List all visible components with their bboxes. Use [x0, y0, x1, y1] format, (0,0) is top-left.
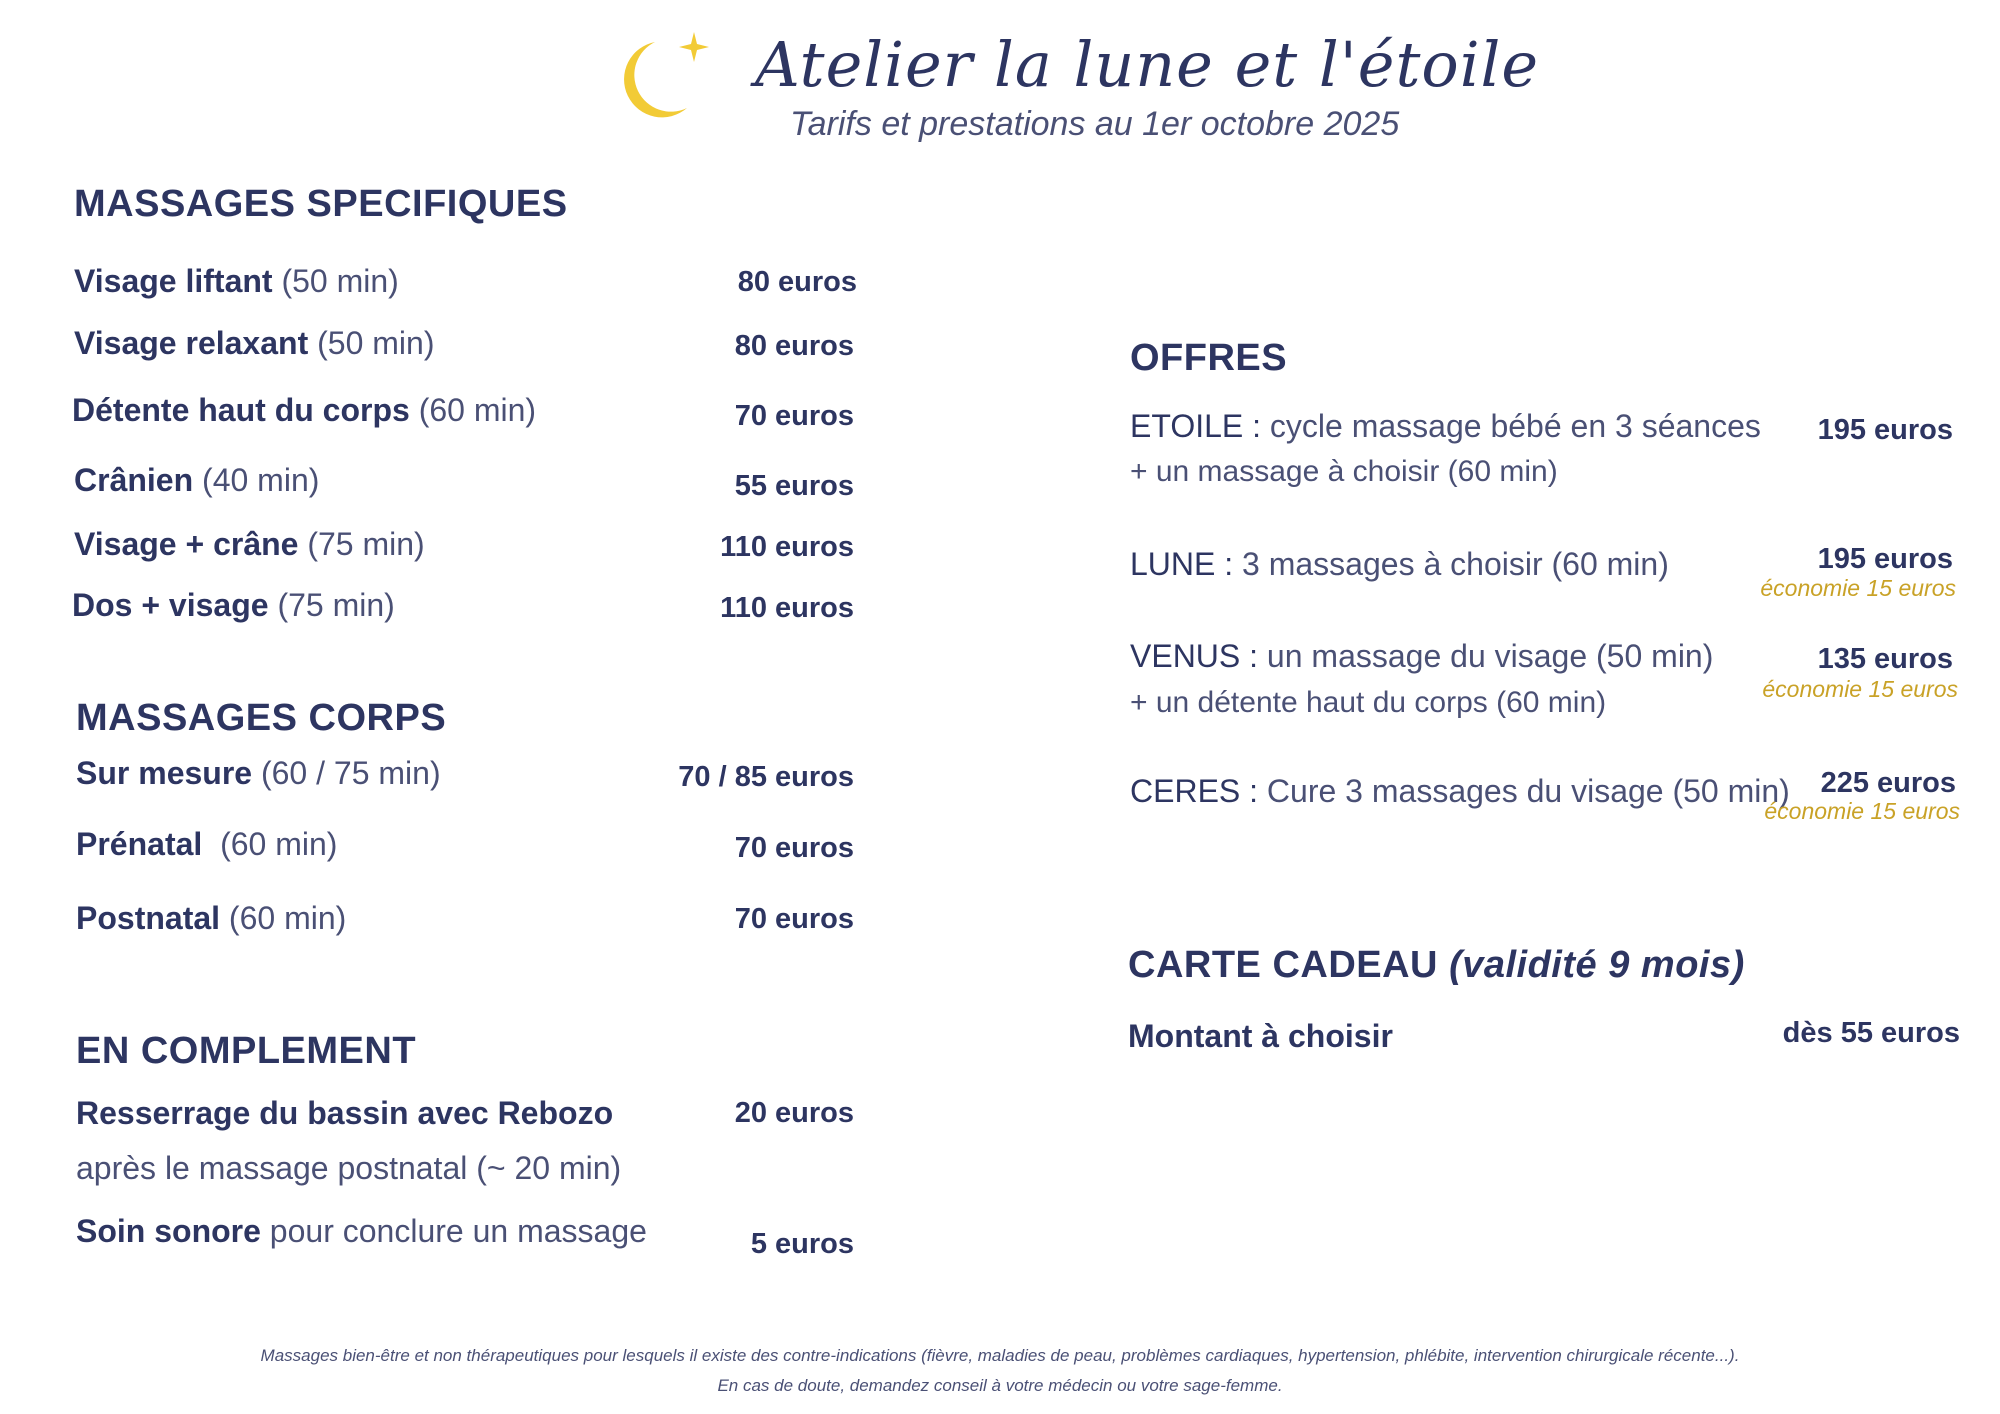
- item-price: 110 euros: [720, 531, 854, 563]
- item-price: 20 euros: [734, 1097, 854, 1129]
- section-title-massages-specifiques: MASSAGES SPECIFIQUES: [74, 183, 568, 225]
- offer-item: VENUS : un massage du visage (50 min): [1130, 638, 1714, 674]
- item-price: 80 euros: [734, 330, 854, 362]
- item-description: après le massage postnatal (~ 20 min): [76, 1150, 622, 1186]
- offer-price: 195 euros: [1817, 543, 1953, 575]
- list-item: Sur mesure (60 / 75 min): [76, 755, 441, 791]
- list-item: Visage liftant (50 min): [74, 263, 399, 299]
- footer-advice: En cas de doute, demandez conseil à votre médecin ou votre sage-femme.: [717, 1376, 1283, 1395]
- offer-description: + un détente haut du corps (60 min): [1130, 686, 1607, 719]
- list-item: Soin sonore pour conclure un massage: [76, 1213, 647, 1249]
- list-item: Visage relaxant (50 min): [74, 325, 435, 361]
- item-price: 70 euros: [734, 832, 854, 864]
- gift-card-price: dès 55 euros: [1782, 1017, 1960, 1049]
- section-title-en-complement: EN COMPLEMENT: [76, 1030, 417, 1072]
- section-title-massages-corps: MASSAGES CORPS: [76, 697, 447, 739]
- list-item: Détente haut du corps (60 min): [72, 392, 537, 428]
- offer-item: ETOILE : cycle massage bébé en 3 séances: [1130, 408, 1761, 444]
- list-item: Resserrage du bassin avec Rebozo: [76, 1095, 614, 1131]
- offer-item: LUNE : 3 massages à choisir (60 min): [1130, 546, 1669, 582]
- offer-description: + un massage à choisir (60 min): [1130, 455, 1558, 488]
- item-price: 70 / 85 euros: [678, 761, 854, 793]
- list-item: Crânien (40 min): [74, 462, 320, 498]
- saving-note: économie 15 euros: [1762, 676, 1958, 702]
- item-price: 5 euros: [750, 1228, 854, 1260]
- saving-note: économie 15 euros: [1760, 575, 1956, 601]
- item-price: 80 euros: [737, 266, 857, 298]
- section-title-offres: OFFRES: [1130, 337, 1288, 379]
- offer-item: CERES : Cure 3 massages du visage (50 min): [1130, 773, 1790, 809]
- list-item: Prénatal (60 min): [76, 826, 338, 862]
- page-title: Atelier la lune et l'étoile: [755, 28, 1540, 101]
- list-item: Dos + visage (75 min): [72, 587, 395, 623]
- item-price: 55 euros: [734, 470, 854, 502]
- moon-star-logo: [605, 30, 715, 130]
- offer-price: 225 euros: [1820, 767, 1956, 799]
- gift-card-amount-label: Montant à choisir: [1128, 1018, 1393, 1054]
- offer-price: 195 euros: [1817, 414, 1953, 446]
- offer-price: 135 euros: [1817, 643, 1953, 675]
- page-subtitle: Tarifs et prestations au 1er octobre 2025: [790, 105, 1400, 143]
- item-price: 70 euros: [734, 903, 854, 935]
- saving-note: économie 15 euros: [1764, 798, 1960, 824]
- footer-disclaimer: Massages bien-être et non thérapeutiques pour lesquels il existe des contre-indications (fièvre, maladies de peau, problèmes cardiaques, hypertension, phlébite, intervention chirurgicale récente...).: [260, 1346, 1740, 1365]
- list-item: Postnatal (60 min): [76, 900, 347, 936]
- item-price: 70 euros: [734, 400, 854, 432]
- list-item: Visage + crâne (75 min): [74, 526, 425, 562]
- section-title-carte-cadeau: CARTE CADEAU (validité 9 mois): [1128, 944, 1745, 986]
- item-price: 110 euros: [720, 592, 854, 624]
